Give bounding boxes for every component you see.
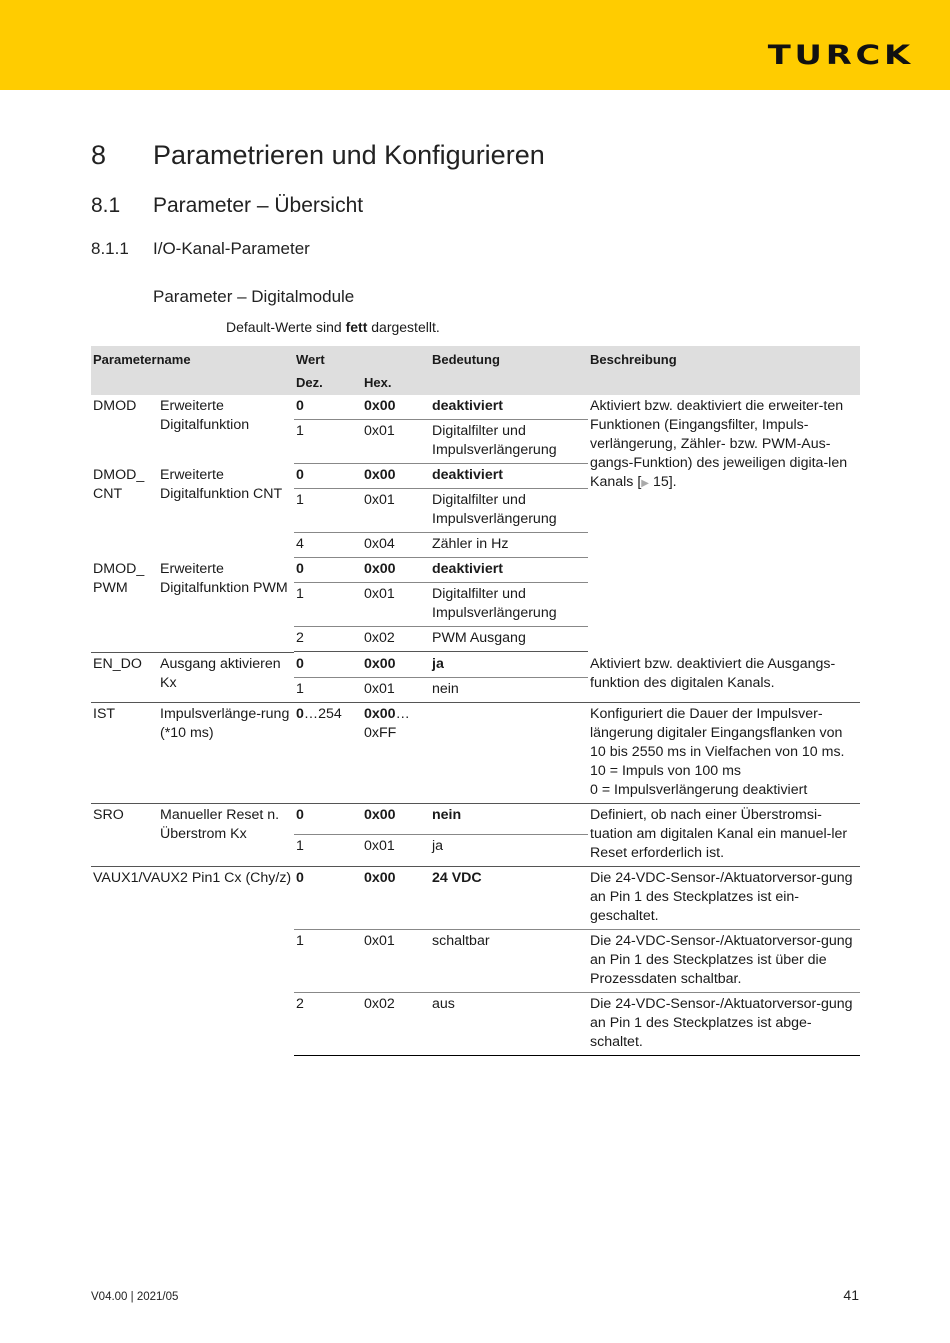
table-row: 1 0x01 Digitalfilter und Impulsverlängerung [91,489,860,533]
table-row: 1 0x01 ja [91,835,860,867]
subsection-number: 8.1.1 [91,239,129,258]
table-row: 1 0x01 Digitalfilter und Impulsverlängerung [91,420,860,464]
turck-logo: TURCK [767,40,914,71]
header-dez: Dez. [294,372,362,395]
page-number: 41 [843,1287,859,1303]
table-row: SRO Manueller Reset n. Überstrom Kx 0 0x00 nein Definiert, ob nach einer Überstromsi-tuation am digitalen Kanal ein manuel-ler Reset erforderlich ist. [91,803,860,835]
dmod-description: Aktiviert bzw. deaktiviert die erweiter-ten Funktionen (Eingangsfilter, Impuls-verlängerung, Zähler- bzw. PWM-Aus-gangs-Funktion) des jeweiligen digita-len Kanals [▶ 15]. [590,398,848,490]
table-row: VAUX1/VAUX2 Pin1 Cx (Chy/z) 0 0x00 24 VDC Die 24-VDC-Sensor-/Aktuatorversor-gung an Pin 1 des Steckplatzes ist ein-geschaltet. [91,866,860,929]
header-wert: Wert [294,346,430,372]
footer-version: V04.00 | 2021/05 [91,1291,179,1303]
header-parametername: Parametername [91,346,294,372]
subsection-heading [91,239,310,259]
table-row: 2 0x02 aus Die 24-VDC-Sensor-/Aktuatorversor-gung an Pin 1 des Steckplatzes ist abge-schaltet. [91,992,860,1055]
table-row: 1 0x01 nein [91,677,860,702]
section-title: Parameter – Übersicht [153,194,364,217]
subheading-digitalmodule: Parameter – Digitalmodule [153,287,355,306]
table-row: DMOD_ CNT Erweiterte Digitalfunktion CNT 0 0x00 deaktiviert [91,464,860,489]
section-number: 8.1 [91,194,121,217]
header-beschreibung: Beschreibung [588,346,860,395]
table-row: 4 0x04 Zähler in Hz [91,533,860,558]
table-row: EN_DO Ausgang aktivieren Kx 0 0x00 ja Aktiviert bzw. deaktiviert die Ausgangs-funktion des digitalen Kanals. [91,653,860,678]
chapter-number: 8 [91,140,107,170]
table-row: 1 0x01 schaltbar Die 24-VDC-Sensor-/Aktuatorversor-gung an Pin 1 des Steckplatzes ist über die Prozessdaten schaltbar. [91,929,860,992]
table-row: DMOD_ PWM Erweiterte Digitalfunktion PWM 0 0x00 deaktiviert [91,558,860,583]
table-row: DMOD Erweiterte Digitalfunktion 0 0x00 deaktiviert Aktiviert bzw. deaktiviert die erweiter-ten Funktionen (Eingangsfilter, Impuls-verlängerung, Zähler- bzw. PWM-Aus-gangs-Funktion) des jeweiligen digita-len Kanals [▶ 15]. [91,395,860,420]
chapter-heading [91,140,545,171]
table-header-row [91,346,860,372]
table-row: IST Impulsverlänge-rung (*10 ms) 0…254 0x00… 0xFF Konfiguriert die Dauer der Impulsver-längerung digitaler Eingangsflanken von 10 bis 2550 ms in Vielfachen von 10 ms. 10 = Impuls von 100 ms 0 = Impulsverlängerung deaktiviert [91,702,860,803]
intro-text: Default-Werte sind fett dargestellt. [226,319,440,335]
subsection-title: I/O-Kanal-Parameter [153,239,310,258]
chapter-title: Parametrieren und Konfigurieren [153,140,545,170]
header-bedeutung: Bedeutung [430,346,588,395]
link-arrow-icon[interactable]: ▶ [641,478,649,489]
header-hex: Hex. [362,372,430,395]
table-row: 2 0x02 PWM Ausgang [91,627,860,652]
parameter-table [91,346,860,1056]
table-row: 1 0x01 Digitalfilter und Impulsverlängerung [91,583,860,627]
section-heading [91,194,363,218]
intro-bold: fett [345,319,368,335]
